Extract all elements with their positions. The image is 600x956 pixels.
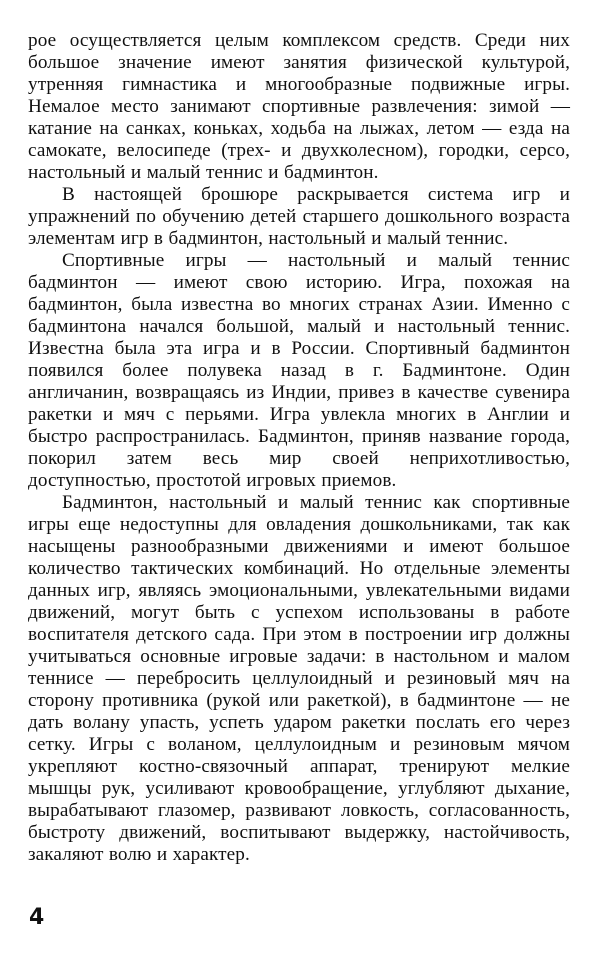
- paragraph-2: В настоящей брошюре раскрывается система игр и упражнений по обучению детей старшего дошкольного возраста элементам игр в бадминтон, настольный и малый теннис.: [28, 184, 570, 249]
- paragraph-4: Бадминтон, настольный и малый теннис как спортивные игры еще недоступны для овладения дошкольниками, так как насыщены разнообразными движениями и имеют большое количество тактических комбинаций. Но отдельные элементы данных игр, являясь эмоциональными, увлекательными видами движений, могут быть с успехом использованы в работе воспитателя детского сада. При этом в построении игр должны учитываться основные игровые задачи: в настольном и малом теннисе — перебросить целлулоидный и резиновый мяч на сторону противника (рукой или ракеткой), в бадминтоне — не дать волану упасть, успеть ударом ракетки послать его через сетку. Игры с воланом, целлулоидным и резиновым мячом укрепляют костно-связочный аппарат, тренируют мелкие мышцы рук, усиливают кровообращение, углубляют дыхание, вырабатывают глазомер, развивают ловкость, согласованность, быстроту движений, воспитывают выдержку, настойчивость, закаляют волю и характер.: [28, 492, 570, 865]
- page-number: 4: [29, 905, 45, 930]
- paragraph-1: рое осуществляется целым комплексом средств. Среди них большое значение имеют занятия физической культурой, утренняя гимнастика и многообразные подвижные игры. Немалое место занимают спортивные развлечения: зимой — катание на санках, коньках, ходьба на лыжах, летом — езда на самокате, велосипеде (трех- и двухколесном), городки, серсо, настольный и малый теннис и бадминтон.: [28, 30, 570, 183]
- paragraph-3: Спортивные игры — настольный и малый теннис бадминтон — имеют свою историю. Игра, похожая на бадминтон, была известна во многих странах Азии. Именно с бадминтона начался большой, малый и настольный теннис. Известна была эта игра и в России. Спортивный бадминтон появился более полувека назад в г. Бадминтоне. Один англичанин, возвращаясь из Индии, привез в качестве сувенира ракетки и мяч с перьями. Игра увлекла многих в Англии и быстро распространилась. Бадминтон, приняв название города, покорил затем весь мир своей неприхотливостью, доступностью, простотой игровых приемов.: [28, 250, 570, 491]
- body-text: [28, 30, 570, 866]
